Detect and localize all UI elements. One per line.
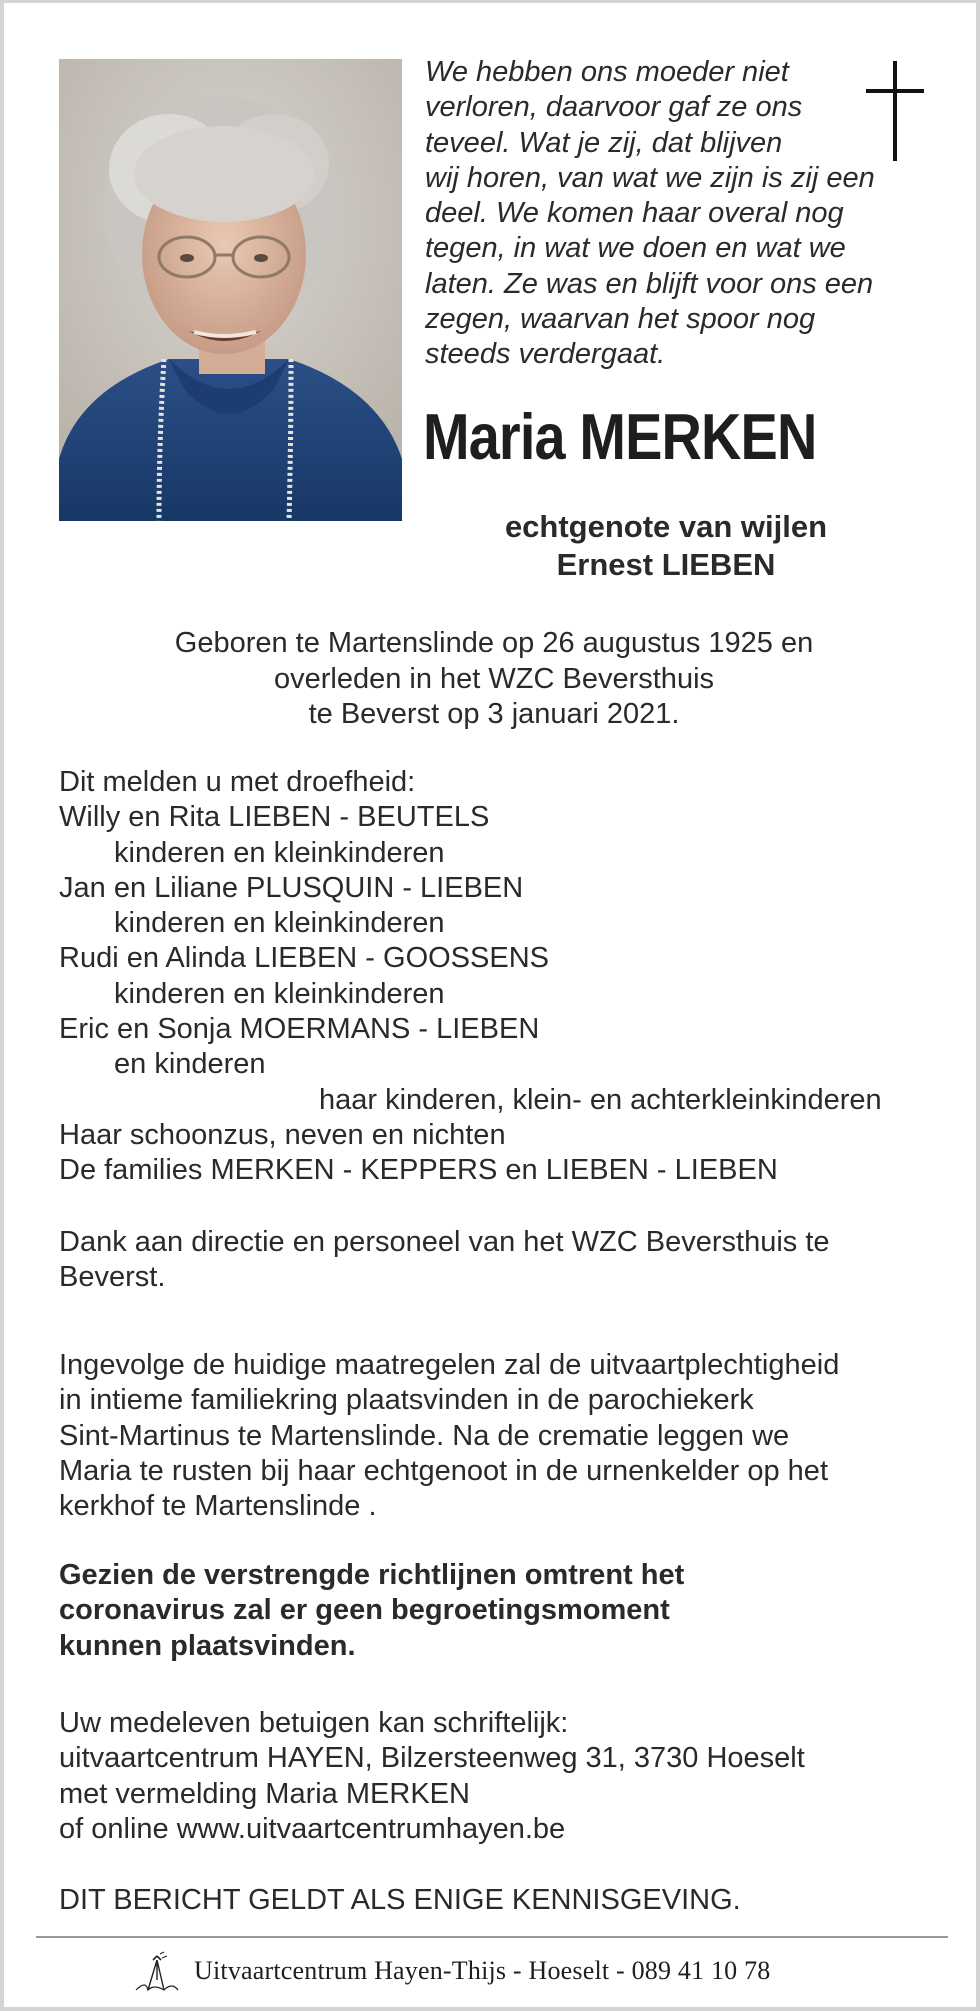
poem-line: verloren, daarvoor gaf ze ons [425,91,803,124]
footer-divider [36,1936,948,1938]
mourner-line: kinderen en kleinkinderen [114,977,445,1010]
obituary-page [4,3,976,2007]
spouse-line: Ernest LIEBEN [556,547,776,582]
condolences-line: uitvaartcentrum HAYEN, Bilzersteenweg 31, 3730 Hoeselt [59,1742,805,1775]
poem-text [425,55,885,373]
ceremony-paragraph [59,1348,939,1524]
funeral-home-logo-icon [134,1950,180,1992]
ceremony-line: Maria te rusten bij haar echtgenoot in de urnenkelder op het [59,1454,828,1487]
mourner-line: kinderen en kleinkinderen [114,907,445,940]
poem-line: zegen, waarvan het spoor nog [425,303,816,336]
birth-death-info [59,626,929,733]
mourner-line: Rudi en Alinda LIEBEN - GOOSSENS [59,942,549,975]
mourner-line: en kinderen [114,1048,266,1081]
thanks-paragraph [59,1225,939,1296]
mourner-line: Haar schoonzus, neven en nichten [59,1118,506,1151]
portrait-photo [59,59,402,521]
corona-line: kunnen plaatsvinden. [59,1629,356,1662]
ceremony-line: Ingevolge de huidige maatregelen zal de uitvaartplechtigheid [59,1349,840,1381]
mourner-line: kinderen en kleinkinderen [114,836,445,869]
corona-notice [59,1558,939,1664]
poem-line: wij horen, van wat we zijn is zij een [425,161,875,194]
cross-icon [866,61,924,161]
ceremony-line: kerkhof te Martenslinde . [59,1490,377,1523]
notice-line [59,1883,939,1918]
condolences-line: met vermelding Maria MERKEN [59,1777,470,1810]
mourner-line: Willy en Rita LIEBEN - BEUTELS [59,801,490,834]
ceremony-line: Sint-Martinus te Martenslinde. Na de crematie leggen we [59,1419,790,1452]
poem-line: laten. Ze was en blijft voor ons een [425,267,874,300]
mourners-intro: Dit melden u met droefheid: [59,766,416,798]
thanks-line: Dank aan directie en personeel van het WZC Beversthuis te [59,1226,830,1258]
condolences-paragraph [59,1706,939,1847]
ceremony-line: in intieme familiekring plaatsvinden in de parochiekerk [59,1384,754,1417]
spouse-line: echtgenote van wijlen [504,509,828,544]
condolences-line: Uw medeleven betuigen kan schriftelijk: [59,1707,569,1739]
mourner-line: Eric en Sonja MOERMANS - LIEBEN [59,1013,540,1046]
poem-line: deel. We komen haar overal nog [425,197,844,230]
corona-line: Gezien de verstrengde richtlijnen omtrent het [59,1559,685,1591]
poem-line: teveel. Wat je zij, dat blijven [425,126,783,159]
birth-line: te Beverst op 3 januari 2021. [308,698,680,730]
deceased-name: Maria MERKEN [423,400,817,473]
birth-line: Geboren te Martenslinde op 26 augustus 1925 en [174,627,814,659]
footer [134,1951,770,1991]
poem-line: steeds verdergaat. [425,338,666,371]
mourners-list [59,765,939,1189]
condolences-line: of online www.uitvaartcentrumhayen.be [59,1812,566,1845]
poem-line: tegen, in wat we doen en wat we [425,232,846,265]
poem-line: We hebben ons moeder niet [425,56,789,88]
mourner-line: De families MERKEN - KEPPERS en LIEBEN - LIEBEN [59,1154,778,1187]
birth-line: overleden in het WZC Beversthuis [273,662,715,695]
mourner-line: Jan en Liliane PLUSQUIN - LIEBEN [59,871,524,904]
notice-text: DIT BERICHT GELDT ALS ENIGE KENNISGEVING. [59,1884,741,1916]
mourner-line: haar kinderen, klein- en achterkleinkinderen [319,1083,882,1116]
spouse-info [436,508,896,584]
thanks-line: Beverst. [59,1261,166,1294]
corona-line: coronavirus zal er geen begroetingsmoment [59,1594,670,1627]
footer-text: Uitvaartcentrum Hayen-Thijs - Hoeselt - 089 41 10 78 [194,1956,771,1985]
